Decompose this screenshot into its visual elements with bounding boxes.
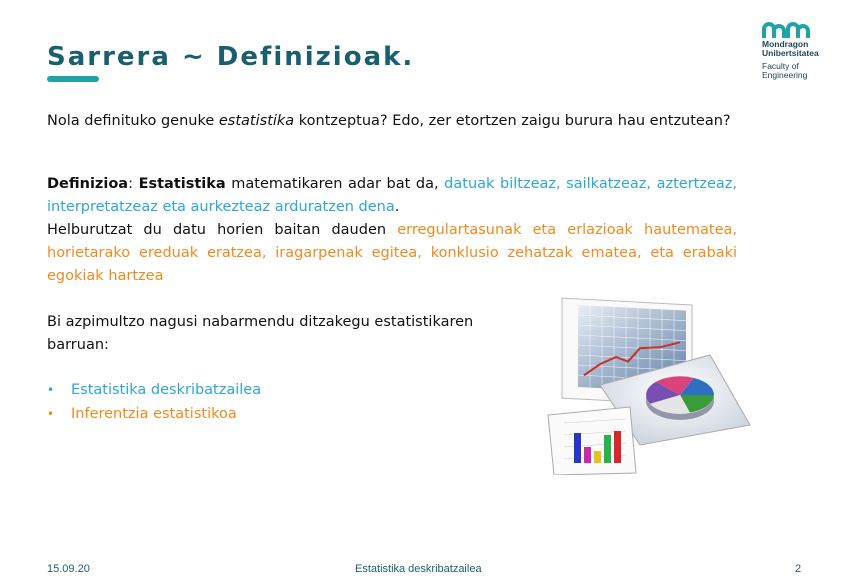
university-logo <box>762 22 842 80</box>
intro-text-italic: estatistika <box>218 113 295 129</box>
intro-text-c: kontzeptua? Edo, zer etortzen zaigu burura hau entzutean? <box>294 113 731 129</box>
logo-line4: Engineering <box>762 70 808 80</box>
title-underline <box>47 76 99 82</box>
footer-title: Estatistika deskribatzailea <box>355 563 482 575</box>
logo-line1: Mondragon <box>762 39 809 49</box>
list-item <box>47 402 261 426</box>
intro-question <box>47 110 737 133</box>
definition-mid: matematikaren adar bat da, <box>225 176 445 192</box>
definition-paragraph <box>47 173 737 288</box>
bullet-text: Estatistika deskribatzailea <box>71 382 262 398</box>
goal-text: Helburutzat du datu horien baitan dauden <box>47 222 398 238</box>
definition-colon: : <box>128 176 139 192</box>
bullet-list <box>47 378 261 426</box>
bullet-dot-icon: • <box>47 407 55 421</box>
logo-line3: Faculty of <box>762 61 799 71</box>
definition-term: Estatistika <box>138 176 226 192</box>
bar-sheet <box>548 407 636 475</box>
logo-faculty <box>762 62 842 80</box>
chart-clipart-icon <box>540 295 760 475</box>
definition-highlight: datuak biltzeaz, sailkatzeaz, aztertzeaz, interpretatzeaz eta aurkezteaz arduratzen dena <box>47 176 738 215</box>
logo-line2: Unibertsitatea <box>762 48 819 58</box>
definition-end: . <box>394 199 400 215</box>
definition-label: Definizioa <box>47 176 129 192</box>
slide-title: Sarrera ~ Definizioak. <box>47 42 415 72</box>
footer-date: 15.09.20 <box>47 563 90 575</box>
subsets-intro: Bi azpimultzo nagusi nabarmendu ditzakegu estatistikaren barruan: <box>47 314 474 353</box>
logo-name <box>762 40 842 58</box>
mondragon-logo-icon <box>762 22 810 38</box>
page-number: 2 <box>795 563 802 575</box>
list-item <box>47 378 261 402</box>
bullet-text: Inferentzia estatistikoa <box>71 406 237 422</box>
intro-text-a: Nola definituko genuke <box>47 113 219 129</box>
goal-highlight: erregulartasunak eta erlazioak hautematea, horietarako ereduak eratzea, iragarpenak egitea, konklusio zehatzak ematea, eta erabaki egokiak hartzea <box>47 222 738 284</box>
bullet-dot-icon: • <box>47 383 55 397</box>
